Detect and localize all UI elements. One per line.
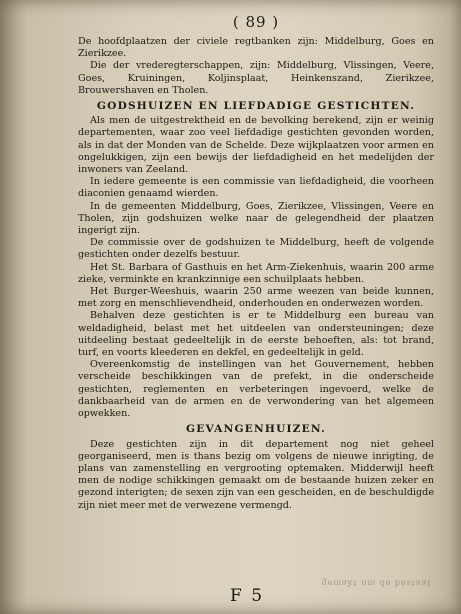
paragraph-s1-4: De commissie over de godshuizen te Middelburg, heeft de volgende gestichten onder dezelfs bestuur.	[78, 237, 434, 261]
paragraph-s1-3: In de gemeenten Middelburg, Goes, Zierikzee, Vlissingen, Veere en Tholen, zijn godshuizen welke naar de gelegendheid der plaatzen ingerigt zijn.	[78, 200, 434, 237]
paragraph-s2-1: Deze gestichten zijn in dit departement nog niet geheel georganiseerd, men is thans bezig om volgens de nieuwe inrigting, de plans van zamenstelling en vergrooting optemaken. Midderwijl heeft men de nodige schikkingen gemaakt om de bestaande huizen zeker en gezond interigten; de sexen zijn van een gescheiden, en de beschuldigde zijn niet meer met de verwezene vermengd.	[78, 438, 434, 511]
paragraph-s1-1: Als men de uitgestrektheid en de bevolking berekend, zijn er weinig departementen, waar zoo veel liefdadige gestichten gevonden worden, als in dat der Monden van de Schelde. Deze wijkplaatzen voor armen en ongelukkigen, zijn een bewijs der liefdadigheid en het medelijden der inwoners van Zeeland.	[78, 115, 434, 176]
paragraph-s1-2: In iedere gemeente is een commissie van liefdadigheid, die voorheen diaconien genaamd wierden.	[78, 176, 434, 200]
section-heading-gevangenhuizen: GEVANGENHUIZEN.	[186, 423, 326, 436]
paragraph-intro-1: De hoofdplaatzen der civiele regtbanken zijn: Middelburg, Goes en Zierikzee.	[78, 36, 434, 60]
paragraph-s1-7: Behalven deze gestichten is er te Middelburg een bureau van weldadigheid, belast met het uitdeelen van ondersteuningen; deze uitdeeling bestaat gedeeltelijk in de eerste behoeften, als: tot brand, turf, en voorts kleederen en dekfel, en gedeeltelijk in geld.	[78, 310, 434, 359]
paragraph-s1-5: Het St. Barbara of Gasthuis en het Arm-Ziekenhuis, waarin 200 arme zieke, verminkte en krankzinnige een schuilplaats hebben.	[78, 261, 434, 285]
bleed-through-text: ɟɐɐʇsǝq ǝp ɯo ʇʞɐɯǝƃ	[320, 578, 430, 587]
paragraph-s1-6: Het Burger-Weeshuis, waarin 250 arme weezen van beide kunnen, met zorg en menschlievendheid, onderhouden en onderwezen worden.	[78, 286, 434, 310]
page-text	[78, 12, 434, 512]
section-heading-godshuizen: GODSHUIZEN EN LIEFDADIGE GESTICHTEN.	[96, 100, 416, 113]
paragraph-s1-8: Overeenkomstig de instellingen van het Gouvernement, hebben verscheide beschikkingen van de prefekt, in die onderscheide gestichten, reglementen en verbeteringen ingevoerd, welke de dankbaarheid van de armen en de verwondering van het algemeen opwekken.	[78, 359, 434, 420]
page-number: ( 89 )	[232, 13, 280, 31]
signature-mark: F 5	[230, 586, 265, 606]
paragraph-intro-2: Die der vrederegterschappen, zijn: Middelburg, Vlissingen, Veere, Goes, Kruiningen, Koljinsplaat, Heinkenszand, Zierikzee, Brouwershaven en Tholen.	[78, 60, 434, 96]
